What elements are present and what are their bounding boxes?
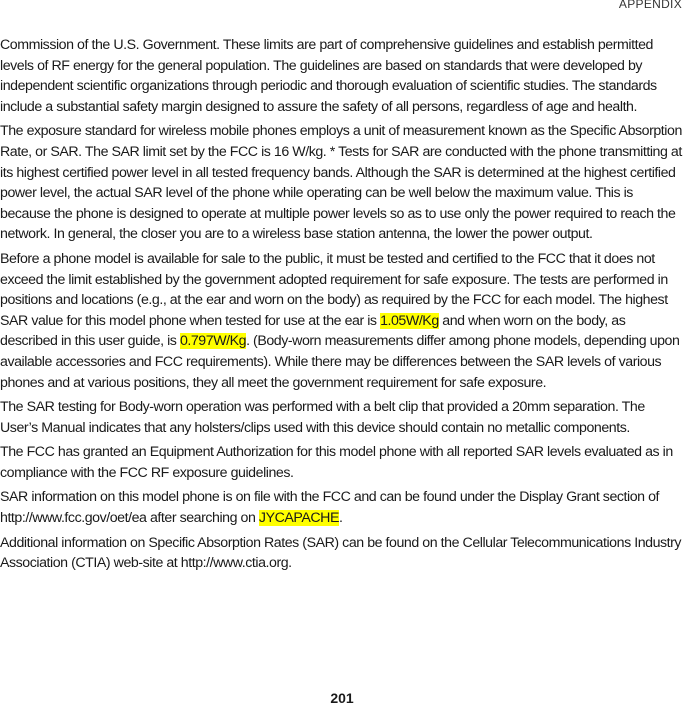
paragraph-fcc-limits: Commission of the U.S. Government. These limits are part of comprehensive guidelines and establish permitted levels of RF energy for the general population. The guidelines are based on standards that were developed by independent scientific organizations through periodic and thorough evaluation of scientific studies. The standards include a substantial safety margin designed to assure the safety of all persons, regardless of age and health. [0, 37, 657, 115]
paragraph-exposure-standard: The exposure standard for wireless mobile phones employs a unit of measurement known as the Specific Absorption Rate, or SAR. The SAR limit set by the FCC is 16 W/kg. * Tests for SAR are conducted with the phone transmitting at its highest certified power level in all tested frequency bands. Although the SAR is determined at the highest certified power level, the actual SAR level of the phone while operating can be well below the maximum value. This is because the phone is designed to operate at multiple power levels so as to use only the power required to reach the network. In general, the closer you are to a wireless base station antenna, the lower the power output. [0, 123, 682, 243]
paragraph-fcc-grant-info [0, 487, 684, 528]
paragraph-equipment-authorization: The FCC has granted an Equipment Authorization for this model phone with all reported SAR levels evaluated as in compliance with the FCC RF exposure guidelines. [0, 444, 673, 481]
page-number: 201 [330, 690, 354, 706]
sar-text-after: . (Body-worn measurements differ among phone models, depending upon available accessories and FCC requirements). While there may be differences between the SAR levels of various phones and at various positions, they all meet the government requirement for safe exposure. [0, 333, 680, 391]
body-sar-value: 0.797W/Kg [179, 333, 247, 350]
sar-text-before-ear: Before a phone model is available for sale to the public, it must be tested and certified to the FCC that it does not exceed the limit established by the government adopted requirement for safe exposure. The tests are performed in positions and locations (e.g., at the ear and worn on the body) as required by the FCC for each model. The highest SAR value for this model phone when tested for use at the ear is [0, 250, 668, 329]
fcc-id-value: JYCAPACHE [258, 510, 339, 527]
section-header-label: APPENDIX [618, 0, 682, 11]
ear-sar-value: 1.05W/Kg [380, 312, 439, 329]
paragraph-sar-values [0, 249, 684, 393]
paragraph-body-worn-testing: The SAR testing for Body-worn operation was performed with a belt clip that provided a 20mm separation. The User’s Manual indicates that any holsters/clips used with this device should contain no metallic components. [0, 399, 645, 436]
grant-text-after: . [338, 510, 343, 527]
sar-text-between: and when worn on the body, as described in this user guide, is [0, 312, 626, 350]
document-body [0, 35, 684, 578]
paragraph-ctia-info: Additional information on Specific Absorption Rates (SAR) can be found on the Cellular Telecommunications Industry Association (CTIA) web-site at http://www.ctia.org. [0, 534, 682, 572]
grant-text-before-id: SAR information on this model phone is on file with the FCC and can be found under the Display Grant section of http://www.fcc.gov/oet/ea after searching on [0, 489, 660, 527]
